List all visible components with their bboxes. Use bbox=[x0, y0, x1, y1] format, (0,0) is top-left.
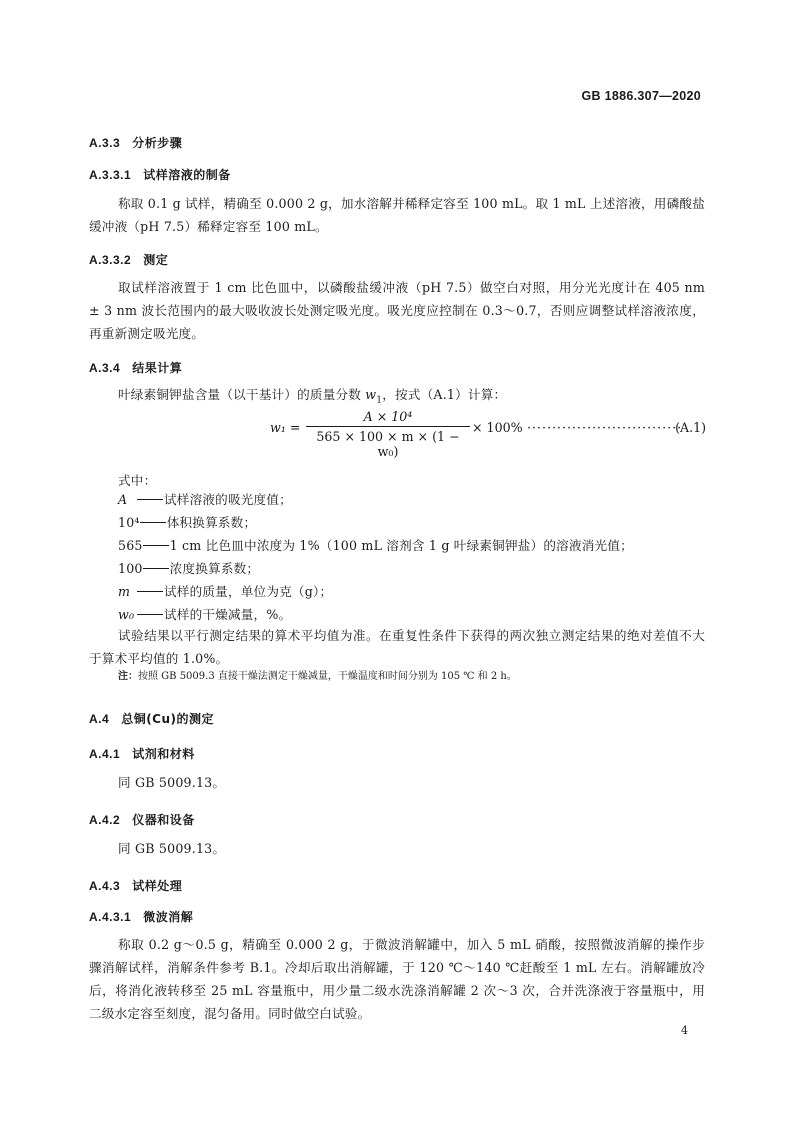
formula-lhs: w₁ = bbox=[270, 420, 301, 435]
paragraph-a41: 同 GB 5009.13。 bbox=[118, 775, 226, 790]
section-heading-a4 bbox=[89, 710, 214, 727]
paragraph-result: 试验结果以平行测定结果的算术平均值为准。在重复性条件下获得的两次独立测定结果的绝对差值不大于算术平均值的 1.0%。 bbox=[89, 628, 705, 666]
section-title: 试样溶液的制备 bbox=[143, 168, 231, 182]
definition-symbol: m bbox=[118, 584, 131, 599]
paragraph-a42: 同 GB 5009.13。 bbox=[118, 841, 226, 856]
definition-item bbox=[118, 536, 633, 556]
section-heading-a33 bbox=[89, 134, 182, 151]
formula-multiplier: × 100% bbox=[472, 420, 523, 435]
em-dash bbox=[140, 522, 166, 523]
definition-item bbox=[118, 490, 292, 510]
section-heading-a41 bbox=[89, 745, 195, 762]
formula-a1 bbox=[270, 409, 706, 459]
paragraph-a331: 称取 0.1 g 试样，精确至 0.000 2 g，加水溶解并稀释定容至 100 mL。取 1 mL 上述溶液，用磷酸盐缓冲液（pH 7.5）稀释定容至 100 mL。 bbox=[89, 196, 705, 234]
em-dash bbox=[137, 591, 163, 592]
note bbox=[118, 667, 517, 682]
definition-item bbox=[118, 559, 259, 579]
definition-symbol: 10⁴ bbox=[118, 515, 140, 530]
equation-number: (A.1) bbox=[675, 420, 706, 435]
section-heading-a34 bbox=[89, 359, 182, 376]
definition-text: 1 cm 比色皿中浓度为 1%（100 mL 溶剂含 1 g 叶绿素铜钾盐）的溶液消光值； bbox=[169, 538, 633, 553]
section-heading-a431 bbox=[89, 908, 193, 925]
em-dash bbox=[143, 568, 169, 569]
em-dash bbox=[137, 614, 163, 615]
section-number: A.3.3.2 bbox=[89, 253, 132, 267]
formula-leader-dots: ······························· bbox=[527, 420, 683, 435]
where-label: 式中： bbox=[118, 473, 157, 488]
page-number: 4 bbox=[681, 1024, 688, 1037]
section-title: 仪器和设备 bbox=[132, 813, 195, 827]
definition-item bbox=[118, 513, 256, 533]
section-title: 总铜(Cu)的测定 bbox=[121, 712, 215, 726]
standard-number: GB 1886.307—2020 bbox=[581, 89, 701, 103]
paragraph-a431: 称取 0.2 g～0.5 g，精确至 0.000 2 g，于微波消解罐中，加入 5 mL 硝酸，按照微波消解的操作步骤消解试样，消解条件参考 B.1。冷却后取出消解罐，于 120 ℃～140 ℃赶酸至 1 mL 左右。消解罐放冷后，将消化液转移至 25 mL 容量瓶中，用少量二级水洗涤消解罐 2 次～3 次，合并洗涤液于容量瓶中，用二级水定容至刻度，混匀备用。同时做空白试验。 bbox=[89, 937, 705, 1021]
section-title: 微波消解 bbox=[143, 910, 194, 924]
em-dash bbox=[137, 499, 163, 500]
section-title: 试样处理 bbox=[132, 879, 183, 893]
section-title: 分析步骤 bbox=[132, 136, 183, 150]
section-number: A.3.4 bbox=[89, 361, 121, 375]
intro-text-end: ，按式（A.1）计算： bbox=[382, 387, 507, 402]
section-number: A.4.1 bbox=[89, 747, 121, 761]
section-title: 测定 bbox=[143, 253, 169, 267]
definition-text: 试样的干燥减量，%。 bbox=[164, 607, 292, 622]
definition-symbol: A bbox=[118, 492, 128, 507]
definition-symbol: 565 bbox=[118, 538, 143, 553]
definition-text: 试样溶液的吸光度值； bbox=[164, 492, 292, 507]
note-label: 注： bbox=[118, 671, 138, 682]
note-text: 按照 GB 5009.3 直接干燥法测定干燥减量，干燥温度和时间分别为 105 ℃ 和 2 h。 bbox=[138, 671, 517, 682]
intro-text: 叶绿素铜钾盐含量（以干基计）的质量分数 bbox=[118, 387, 366, 402]
formula-numerator: A × 10⁴ bbox=[363, 409, 413, 424]
paragraph-a332: 取试样溶液置于 1 cm 比色皿中，以磷酸盐缓冲液（pH 7.5）做空白对照，用分光光度计在 405 nm ± 3 nm 波长范围内的最大吸收波长处测定吸光度。吸光度应控制在 0.3～0.7，否则应调整试样溶液浓度，再重新测定吸光度。 bbox=[89, 280, 705, 341]
definition-symbol: w₀ bbox=[118, 607, 135, 622]
formula-intro bbox=[118, 385, 506, 411]
section-heading-a332 bbox=[89, 251, 168, 268]
definition-item bbox=[118, 605, 291, 625]
section-number: A.3.3.1 bbox=[89, 168, 132, 182]
section-number: A.4.3 bbox=[89, 879, 121, 893]
definition-item bbox=[118, 582, 332, 602]
section-title: 试剂和材料 bbox=[132, 747, 195, 761]
section-number: A.4.3.1 bbox=[89, 910, 132, 924]
section-number: A.3.3 bbox=[89, 136, 121, 150]
section-number: A.4.2 bbox=[89, 813, 121, 827]
definition-text: 体积换算系数； bbox=[166, 515, 257, 530]
em-dash bbox=[143, 545, 169, 546]
formula-fraction bbox=[306, 409, 470, 459]
intro-subscript: 1 bbox=[376, 395, 383, 406]
section-heading-a42 bbox=[89, 811, 195, 828]
section-heading-a43 bbox=[89, 877, 182, 894]
definition-symbol: 100 bbox=[118, 561, 143, 576]
definition-text: 浓度换算系数； bbox=[169, 561, 260, 576]
section-number: A.4 bbox=[89, 712, 110, 726]
intro-variable: w bbox=[365, 387, 377, 402]
section-title: 结果计算 bbox=[132, 361, 183, 375]
definition-text: 试样的质量，单位为克（g）； bbox=[164, 584, 333, 599]
formula-denominator: 565 × 100 × m × (1 − w₀) bbox=[316, 429, 460, 459]
section-heading-a331 bbox=[89, 166, 231, 183]
